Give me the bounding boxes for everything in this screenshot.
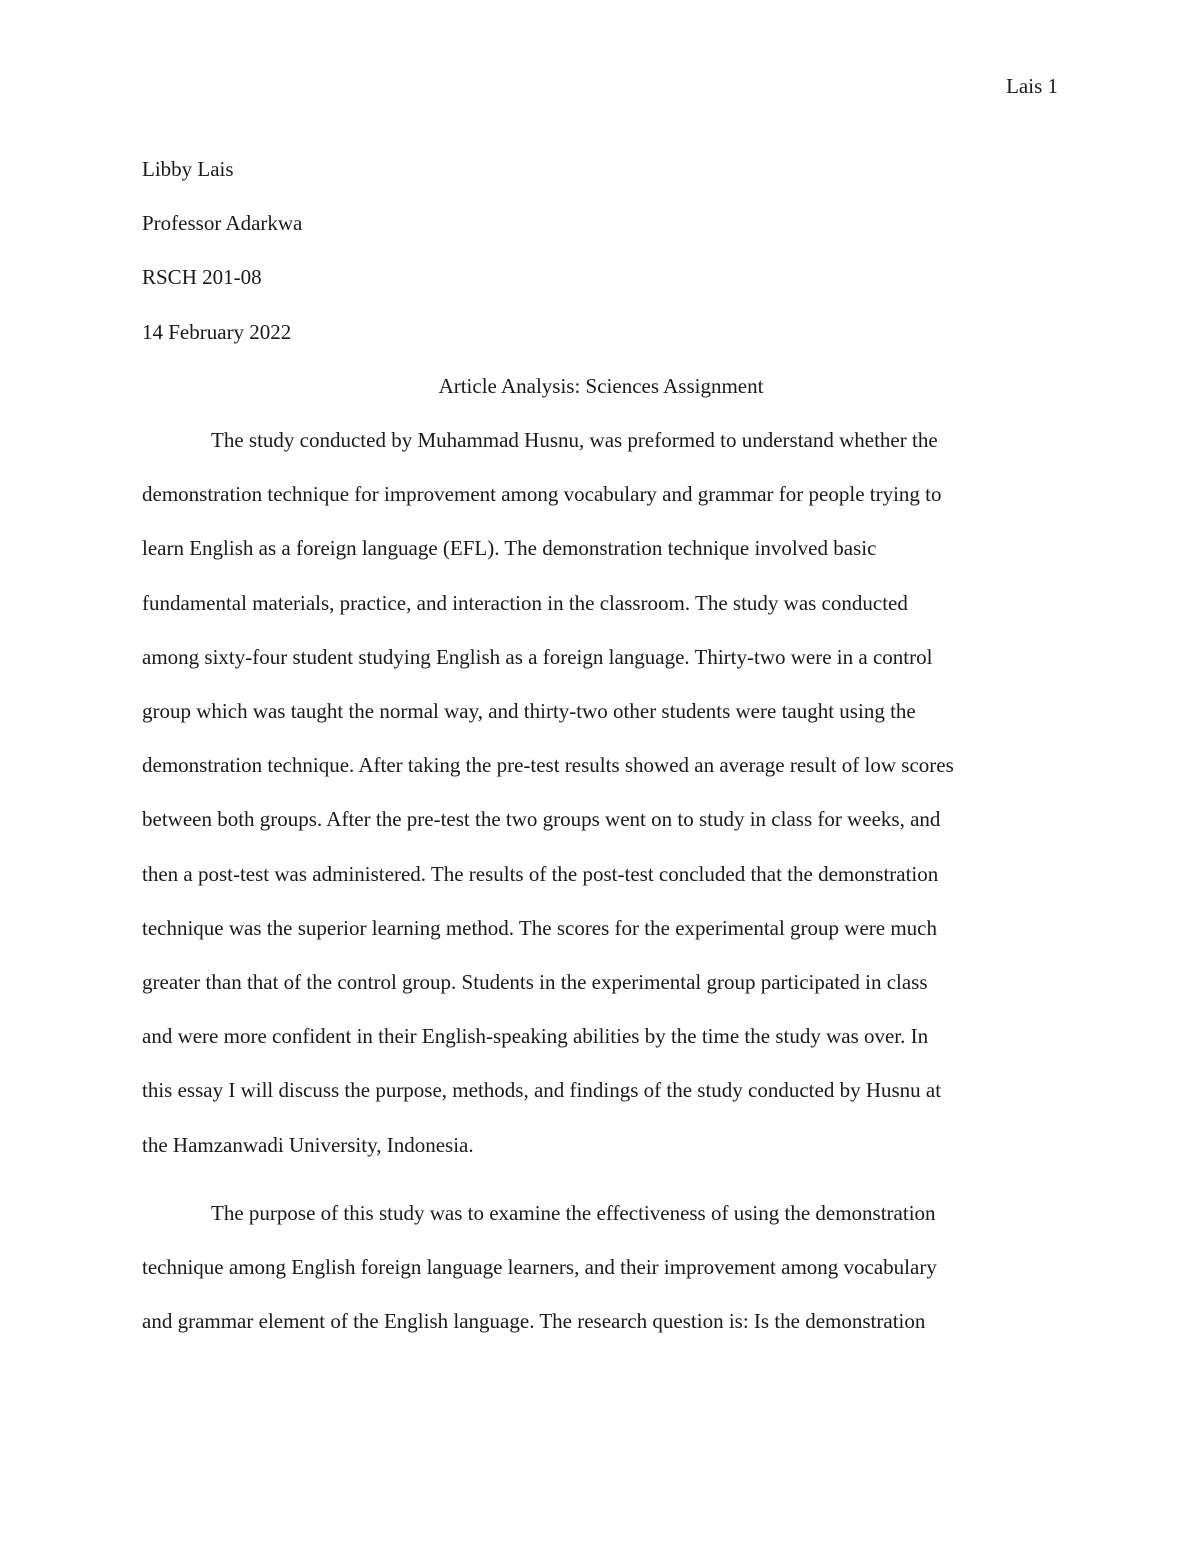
paragraph-line: technique was the superior learning method. The scores for the experimental group were much xyxy=(142,915,938,940)
paragraph-line: greater than that of the control group. Students in the experimental group participated in class xyxy=(142,970,928,995)
paragraph-line: group which was taught the normal way, and thirty-two other students were taught using the xyxy=(142,699,916,724)
paragraph-line: learn English as a foreign language (EFL). The demonstration technique involved basic xyxy=(142,536,877,561)
paragraph-line: The study conducted by Muhammad Husnu, was preformed to understand whether the xyxy=(211,428,938,453)
student-name: Libby Lais xyxy=(142,157,234,181)
instructor-name: Professor Adarkwa xyxy=(142,211,303,236)
paragraph-introduction xyxy=(142,413,1060,1172)
paragraph-line: fundamental materials, practice, and interaction in the classroom. The study was conducted xyxy=(142,590,908,615)
paragraph-purpose xyxy=(142,1186,1060,1349)
paragraph-line: then a post-test was administered. The results of the post-test concluded that the demonstration xyxy=(142,861,939,886)
paragraph-line: among sixty-four student studying English as a foreign language. Thirty-two were in a control xyxy=(142,644,933,669)
paragraph-line: The purpose of this study was to examine the effectiveness of using the demonstration xyxy=(211,1200,936,1225)
running-head: Lais 1 xyxy=(1006,74,1058,98)
paragraph-spacer xyxy=(142,1172,1060,1186)
course-code: RSCH 201-08 xyxy=(142,265,262,290)
paragraph-line: the Hamzanwadi University, Indonesia. xyxy=(142,1132,474,1157)
paragraph-line: between both groups. After the pre-test the two groups went on to study in class for weeks, and xyxy=(142,807,941,832)
paragraph-line: this essay I will discuss the purpose, methods, and findings of the study conducted by Husnu at xyxy=(142,1078,942,1103)
paragraph-line: and were more confident in their English-speaking abilities by the time the study was over. In xyxy=(142,1024,929,1049)
document-body xyxy=(142,142,1060,1348)
document-title: Article Analysis: Sciences Assignment xyxy=(438,373,764,398)
paragraph-line: demonstration technique for improvement among vocabulary and grammar for people trying to xyxy=(142,482,942,507)
assignment-date: 14 February 2022 xyxy=(142,319,292,344)
paragraph-line: demonstration technique. After taking the pre-test results showed an average result of low scores xyxy=(142,753,954,778)
paragraph-line: technique among English foreign language learners, and their improvement among vocabulary xyxy=(142,1255,937,1280)
paragraph-line: and grammar element of the English language. The research question is: Is the demonstration xyxy=(142,1309,926,1334)
